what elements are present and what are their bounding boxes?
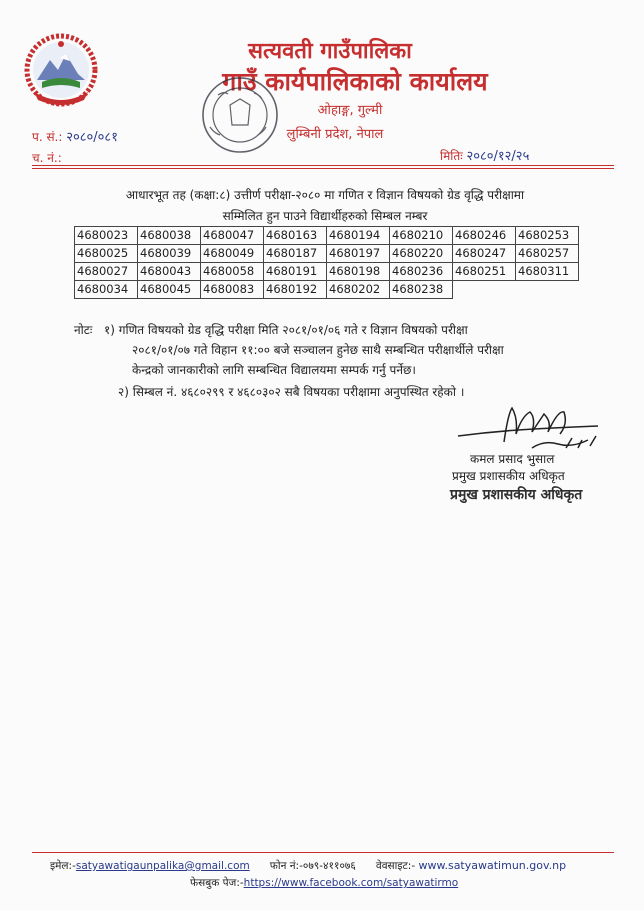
footer-social <box>190 876 458 890</box>
letterhead-address: ओहाङ्ग, गुल्मी <box>317 103 383 118</box>
symbol-cell: 4680202 <box>327 281 390 299</box>
email-link[interactable]: satyawatigaunpalika@gmail.com <box>75 860 250 872</box>
letter-number-value: २०८०/०८१ <box>66 130 118 145</box>
footer-divider <box>32 852 614 853</box>
symbol-cell: 4680246 <box>453 227 516 245</box>
symbol-cell: 4680257 <box>516 245 579 263</box>
nepal-emblem-icon <box>20 30 102 110</box>
symbol-cell: 4680187 <box>264 245 327 263</box>
symbol-cell: 4680049 <box>201 245 264 263</box>
table-row <box>75 281 579 299</box>
symbol-cell: 4680058 <box>201 263 264 281</box>
letterhead-municipality: सत्यवती गाउँपालिका <box>248 39 412 64</box>
phone-value: ०७९-४११०७६ <box>302 860 356 872</box>
symbol-cell: 4680039 <box>138 245 201 263</box>
note-line-1: १) गणित विषयको ग्रेड वृद्धि परीक्षा मिति २०८१/०१/०६ गते र विज्ञान विषयको परीक्षा <box>104 323 468 337</box>
table-row <box>75 245 579 263</box>
designation-seal: प्रमुख प्रशासकीय अधिकृत <box>450 487 583 503</box>
letter-number-label: प. सं.: <box>32 130 63 144</box>
office-stamp <box>188 75 294 155</box>
symbol-cell: 4680311 <box>516 263 579 281</box>
table-row <box>75 227 579 245</box>
email-label: इमेल:- <box>50 860 76 872</box>
symbol-cell: 4680238 <box>390 281 453 299</box>
symbol-cell: 4680220 <box>390 245 453 263</box>
header-divider <box>32 165 614 166</box>
symbol-cell: 4680251 <box>453 263 516 281</box>
symbol-cell: 4680198 <box>327 263 390 281</box>
symbol-cell: 4680191 <box>264 263 327 281</box>
note-line-4: २) सिम्बल नं. ४६८०२९९ र ४६८०३०२ सबै विषयका परीक्षामा अनुपस्थित रहेको । <box>118 385 465 399</box>
facebook-link[interactable]: https://www.facebook.com/satyawatirmo <box>243 877 459 889</box>
letter-date <box>440 146 529 164</box>
symbol-cell: 4680038 <box>138 227 201 245</box>
note-line-3: केन्द्रको जानकारीको लागि सम्बन्धित विद्यालयमा सम्पर्क गर्नु पर्नेछ। <box>132 363 416 377</box>
symbol-cell: 4680025 <box>75 245 138 263</box>
note-label: नोटः <box>74 323 93 337</box>
symbol-cell: 4680027 <box>75 263 138 281</box>
notice-heading: आधारभूत तह (कक्षा:८) उत्तीर्ण परीक्षा-२०८० मा गणित र विज्ञान विषयको ग्रेड वृद्धि परीक्षामा <box>125 188 525 202</box>
date-value: २०८०/१२/२५ <box>466 149 530 164</box>
website-link[interactable]: www.satyawatimun.gov.np <box>418 859 567 872</box>
phone-label: फोन नं:- <box>269 860 303 872</box>
symbol-cell: 4680210 <box>390 227 453 245</box>
symbol-cell: 4680045 <box>138 281 201 299</box>
symbol-cell: 4680163 <box>264 227 327 245</box>
letterhead-province: लुम्बिनी प्रदेश, नेपाल <box>286 127 384 142</box>
symbol-cell: 4680034 <box>75 281 138 299</box>
symbol-cell: 4680047 <box>201 227 264 245</box>
header-divider-2 <box>32 168 614 169</box>
letter-number <box>32 127 118 145</box>
symbol-cell: 4680236 <box>390 263 453 281</box>
signer-designation: प्रमुख प्रशासकीय अधिकृत <box>452 469 565 483</box>
letterhead-office: गाउँ कार्यपालिकाको कार्यालय <box>222 67 488 96</box>
symbol-cell: 4680197 <box>327 245 390 263</box>
facebook-label: फेसबुक पेज:- <box>190 877 244 889</box>
symbol-cell: 4680253 <box>516 227 579 245</box>
symbol-cell: 4680192 <box>264 281 327 299</box>
website-label: वेवसाइट:- <box>375 860 416 872</box>
table-row <box>75 263 579 281</box>
notice-subheading: सम्मिलित हुन पाउने विद्यार्थीहरुको सिम्बल नम्बर <box>222 209 428 223</box>
symbol-number-table <box>74 226 579 299</box>
symbol-cell: 4680194 <box>327 227 390 245</box>
dispatch-number-label: च. नं.: <box>32 151 62 165</box>
date-label: मितिः <box>440 149 463 163</box>
symbol-cell: 4680083 <box>201 281 264 299</box>
symbol-cell: 4680043 <box>138 263 201 281</box>
note-line-2: २०८१/०१/०७ गते विहान ११:०० बजे सञ्चालन हुनेछ साथै सम्बन्धित परीक्षार्थीले परीक्षा <box>132 343 504 357</box>
symbol-cell: 4680023 <box>75 227 138 245</box>
footer-contacts <box>50 859 566 873</box>
signer-name: कमल प्रसाद भुसाल <box>470 452 555 466</box>
symbol-cell: 4680247 <box>453 245 516 263</box>
